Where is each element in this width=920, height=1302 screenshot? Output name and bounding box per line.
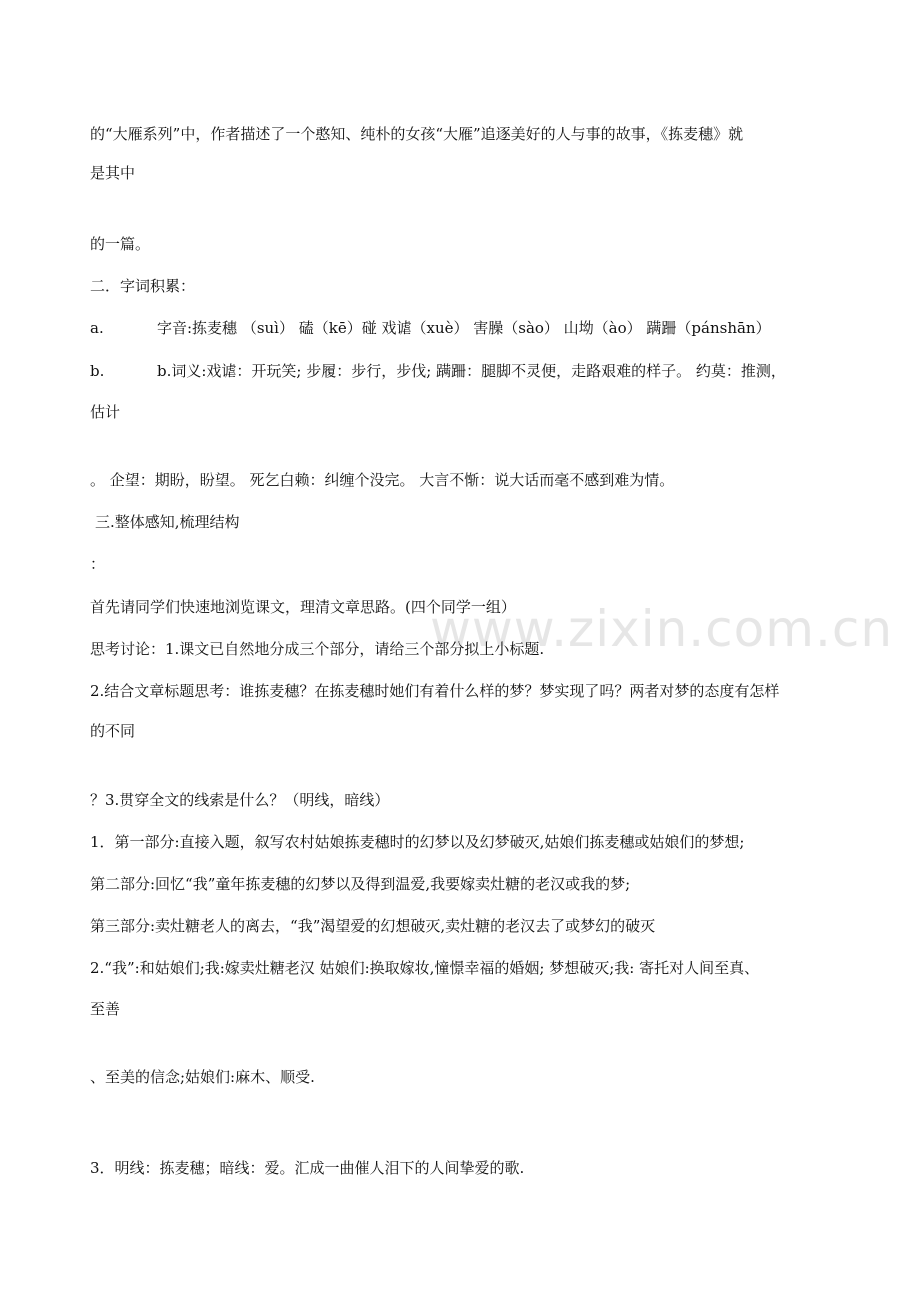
discussion-question-2-cont: 的不同 (90, 722, 136, 740)
meaning-row (90, 361, 104, 381)
meaning-text-cont1: 估计 (90, 403, 121, 421)
paragraph-intro-line2: 是其中 (90, 164, 136, 182)
answer-2-line2: 至善 (90, 1000, 121, 1018)
section-heading-structure: 三.整体感知,梳理结构 (95, 513, 240, 531)
answer-part-1: 1．第一部分:直接入题，叙写农村姑娘拣麦穗时的幻梦以及幻梦破灭,姑娘们拣麦穗或姑娘们的梦想; (90, 833, 745, 851)
answer-part-2: 第二部分:回忆“我”童年拣麦穗的幻梦以及得到温爱,我要嫁卖灶糖的老汉或我的梦; (90, 875, 631, 893)
pronunciation-text: 字音:拣麦穗 （suì） 磕（kē）碰 戏谑（xuè） 害臊（sào） 山坳（ào） 蹒跚（pánshān） (157, 319, 771, 337)
paragraph-intro-line1: 的“大雁系列”中，作者描述了一个憨知、纯朴的女孩“大雁”追逐美好的人与事的故事，《拣麦穗》就 (90, 125, 744, 143)
answer-part-3: 第三部分:卖灶糖老人的离去，“我”渴望爱的幻想破灭,卖灶糖的老汉去了或梦幻的破灭 (90, 917, 656, 935)
meaning-text-cont2: 。 企望：期盼，盼望。 死乞白赖：纠缠个没完。 大言不惭：说大话而毫不感到难为情。 (90, 471, 675, 489)
instruction-text: 首先请同学们快速地浏览课文，理清文章思路。(四个同学一组） (90, 598, 516, 616)
watermark: www.zixin.com.cn (430, 600, 894, 658)
pronunciation-row (90, 318, 104, 338)
discussion-question-1: 思考讨论：1.课文已自然地分成三个部分，请给三个部分拟上小标题. (90, 640, 545, 658)
answer-3: 3．明线：拣麦穗；暗线：爱。汇成一曲催人泪下的人间挚爱的歌. (90, 1159, 525, 1177)
meaning-text: b.词义:戏谑：开玩笑; 步履：步行，步伐; 蹒跚：腿脚不灵便，走路艰难的样子。 约莫：推测， (157, 362, 786, 380)
answer-2-line1: 2.“我”:和姑娘们;我:嫁卖灶糖老汉 姑娘们:换取嫁妆,憧憬幸福的婚姻; 梦想破灭;我: 寄托对人间至真、 (90, 959, 760, 977)
item-label-b: b. (90, 362, 105, 380)
section-heading-colon: ： (90, 555, 106, 573)
section-heading-vocab: 二．字词积累： (90, 277, 196, 295)
discussion-question-3: ？3.贯穿全文的线索是什么？（明线，暗线） (90, 791, 390, 809)
item-label-a: a. (90, 319, 104, 337)
paragraph-intro-line3: 的一篇。 (90, 235, 151, 253)
discussion-question-2: 2.结合文章标题思考：谁拣麦穗？在拣麦穗时她们有着什么样的梦？梦实现了吗？两者对梦的态度有怎样 (90, 682, 780, 700)
answer-2-line3: 、至美的信念;姑娘们:麻木、顺受. (90, 1068, 315, 1086)
